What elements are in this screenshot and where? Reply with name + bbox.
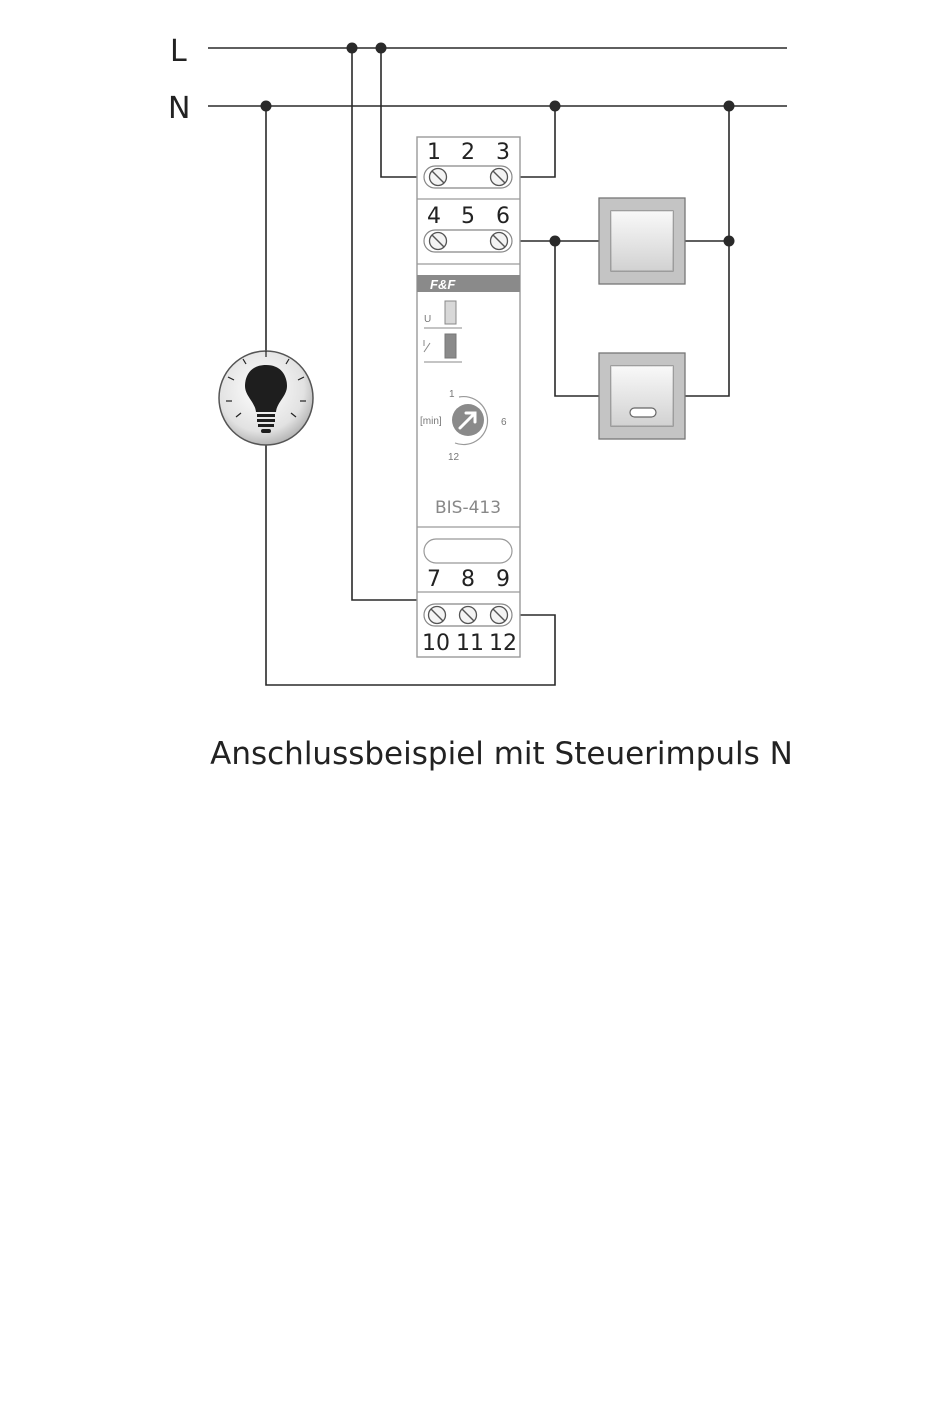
brand-logo: F&F — [430, 277, 456, 292]
lamp-icon — [219, 351, 313, 445]
terminal-10-label: 10 — [422, 631, 450, 656]
indicator-u-label: U — [424, 314, 432, 325]
live-line-label: L — [170, 34, 187, 69]
terminal-4-label: 4 — [427, 204, 441, 229]
time-unit-label: [min] — [420, 416, 442, 427]
terminal-6-screw-icon — [491, 233, 508, 250]
dial-mark-6: 6 — [501, 417, 507, 428]
model-label: BIS-413 — [435, 498, 502, 518]
relay-led-icon — [445, 334, 456, 358]
terminal-9-label: 9 — [496, 567, 510, 592]
terminal-11-label: 11 — [456, 631, 484, 656]
terminal-11-screw-icon — [460, 607, 477, 624]
neutral-line-label: N — [168, 91, 191, 126]
terminal-12-screw-icon — [491, 607, 508, 624]
pushbutton-illuminated-icon — [599, 353, 685, 439]
terminal-7-label: 7 — [427, 567, 441, 592]
terminal-8-label: 8 — [461, 567, 475, 592]
relay-module — [417, 137, 520, 657]
pushbutton-icon — [599, 198, 685, 284]
terminal-3-screw-icon — [491, 169, 508, 186]
terminal-1-screw-icon — [430, 169, 447, 186]
terminal-5-label: 5 — [461, 204, 475, 229]
terminal-2-label: 2 — [461, 140, 475, 165]
terminal-4-screw-icon — [430, 233, 447, 250]
power-led-icon — [445, 301, 456, 324]
diagram-caption: Anschlussbeispiel mit Steuerimpuls N — [210, 736, 793, 772]
label-slot — [424, 539, 512, 563]
terminal-10-screw-icon — [429, 607, 446, 624]
terminal-1-label: 1 — [427, 140, 441, 165]
terminal-6-label: 6 — [496, 204, 510, 229]
dial-mark-12: 12 — [448, 452, 460, 463]
terminal-12-label: 12 — [489, 631, 517, 656]
dial-mark-1: 1 — [449, 389, 455, 400]
terminal-3-label: 3 — [496, 140, 510, 165]
